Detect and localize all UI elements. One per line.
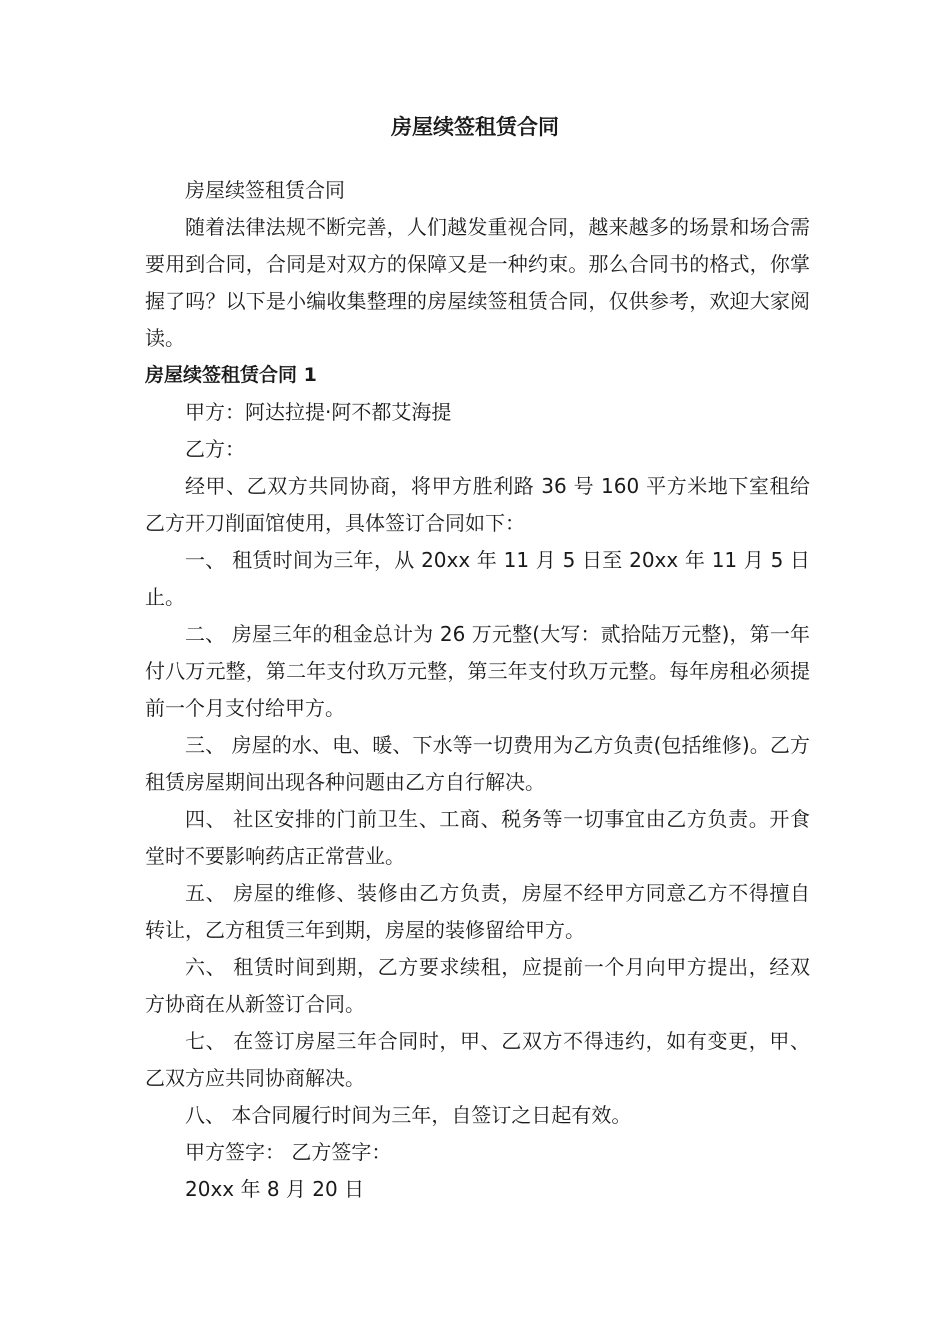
clause-8: 八、 本合同履行时间为三年，自签订之日起有效。 (185, 1103, 632, 1127)
clause-4: 四、 社区安排的门前卫生、工商、税务等一切事宜由乙方负责。开食堂时不要影响药店正常营业。 (145, 807, 810, 868)
preamble: 经甲、乙双方共同协商，将甲方胜利路 36 号 160 平方米地下室租给乙方开刀削面馆使用，具体签订合同如下： (145, 474, 810, 535)
section-heading: 房屋续签租赁合同 1 (145, 364, 317, 386)
clause-1: 一、 租赁时间为三年，从 20xx 年 11 月 5 日至 20xx 年 11 月 5 日止。 (145, 548, 810, 609)
signature-line: 甲方签字： 乙方签字： (185, 1140, 392, 1164)
clause-7: 七、 在签订房屋三年合同时，甲、乙双方不得违约，如有变更，甲、乙双方应共同协商解决。 (145, 1029, 810, 1090)
clause-5: 五、 房屋的维修、装修由乙方负责，房屋不经甲方同意乙方不得擅自转让，乙方租赁三年到期，房屋的装修留给甲方。 (145, 881, 810, 942)
intro-heading: 房屋续签租赁合同 (185, 178, 345, 202)
clause-2: 二、 房屋三年的租金总计为 26 万元整(大写：贰拾陆万元整)，第一年付八万元整，第二年支付玖万元整，第三年支付玖万元整。每年房租必须提前一个月支付给甲方。 (145, 622, 810, 720)
clause-6: 六、 租赁时间到期，乙方要求续租，应提前一个月向甲方提出，经双方协商在从新签订合同。 (145, 955, 810, 1016)
document-body (145, 172, 810, 1208)
intro-paragraph: 随着法律法规不断完善，人们越发重视合同，越来越多的场景和场合需要用到合同，合同是对双方的保障又是一种约束。那么合同书的格式，你掌握了吗？以下是小编收集整理的房屋续签租赁合同，仅供参考，欢迎大家阅读。 (145, 215, 810, 350)
clause-3: 三、 房屋的水、电、暖、下水等一切费用为乙方负责(包括维修)。乙方租赁房屋期间出现各种问题由乙方自行解决。 (145, 733, 810, 794)
party-b: 乙方： (185, 437, 245, 461)
contract-date: 20xx 年 8 月 20 日 (185, 1177, 365, 1201)
party-a: 甲方：阿达拉提·阿不都艾海提 (185, 400, 452, 424)
document-title: 房屋续签租赁合同 (391, 115, 559, 139)
